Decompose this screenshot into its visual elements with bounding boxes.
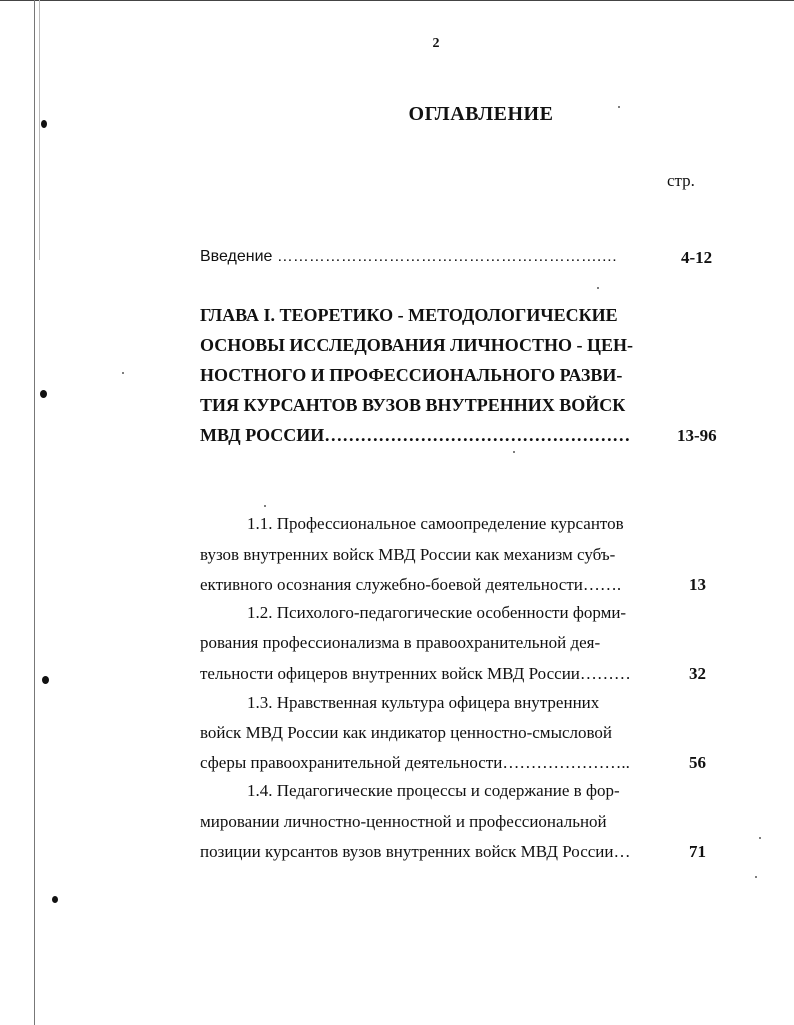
toc-section-line: мировании личностно-ценностной и профессиональной — [200, 812, 607, 831]
toc-introduction — [200, 248, 617, 266]
toc-section-line: позиции курсантов вузов внутренних войск МВД России… — [200, 842, 631, 861]
scan-speck — [755, 876, 757, 878]
scan-speck — [597, 287, 599, 289]
binder-mark-4 — [52, 896, 58, 903]
toc-section-line: сферы правоохранительной деятельности………………….. — [200, 753, 630, 772]
toc-section-line: вузов внутренних войск МВД России как механизм субъ- — [200, 545, 616, 564]
toc-section-line: 1.4. Педагогические процессы и содержание в фор- — [247, 781, 620, 800]
chapter-heading-line: МВД РОССИИ…………………………………………… — [200, 425, 631, 445]
scan-speck — [122, 372, 124, 374]
chapter-heading-line: ГЛАВА I. ТЕОРЕТИКО - МЕТОДОЛОГИЧЕСКИЕ — [200, 305, 618, 325]
scan-speck — [759, 837, 761, 839]
toc-section-line: войск МВД России как индикатор ценностно-смысловой — [200, 723, 613, 742]
toc-section-line: ективного осознания служебно-боевой деятельности……. — [200, 575, 622, 594]
toc-introduction-pages: 4-12 — [681, 248, 713, 267]
scan-speck — [513, 451, 515, 453]
toc-section-line: 1.3. Нравственная культура офицера внутренних — [247, 693, 600, 712]
toc-section-line: рования профессионализма в правоохранительной дея- — [200, 633, 601, 652]
toc-section-page: 56 — [689, 753, 706, 772]
toc-section-line: тельности офицеров внутренних войск МВД России……… — [200, 664, 631, 683]
toc-section-line: 1.1. Профессиональное самоопределение курсантов — [247, 514, 624, 533]
binder-mark-3 — [42, 676, 49, 684]
chapter-heading-line: НОСТНОГО И ПРОФЕССИОНАЛЬНОГО РАЗВИ- — [200, 365, 623, 385]
toc-introduction-label: Введение — [200, 248, 273, 265]
page-number: 2 — [432, 36, 440, 51]
page-column-label: стр. — [667, 171, 695, 190]
page-title: ОГЛАВЛЕНИЕ — [408, 103, 554, 125]
toc-section-line: 1.2. Психолого-педагогические особенности форми- — [247, 603, 627, 622]
toc-section-page: 32 — [689, 664, 706, 683]
scan-speck — [264, 505, 266, 507]
chapter-heading-line: ОСНОВЫ ИССЛЕДОВАНИЯ ЛИЧНОСТНО - ЦЕН- — [200, 335, 633, 355]
scan-border-top — [0, 0, 794, 1]
scan-border-left — [34, 0, 35, 1025]
toc-section-page: 71 — [689, 842, 706, 861]
toc-introduction-leader: …………………………………………………….… — [276, 248, 618, 265]
binder-mark-2 — [40, 390, 47, 398]
chapter-pages: 13-96 — [677, 426, 717, 445]
toc-section-page: 13 — [689, 575, 706, 594]
chapter-heading-line: ТИЯ КУРСАНТОВ ВУЗОВ ВНУТРЕННИХ ВОЙСК — [200, 395, 626, 415]
